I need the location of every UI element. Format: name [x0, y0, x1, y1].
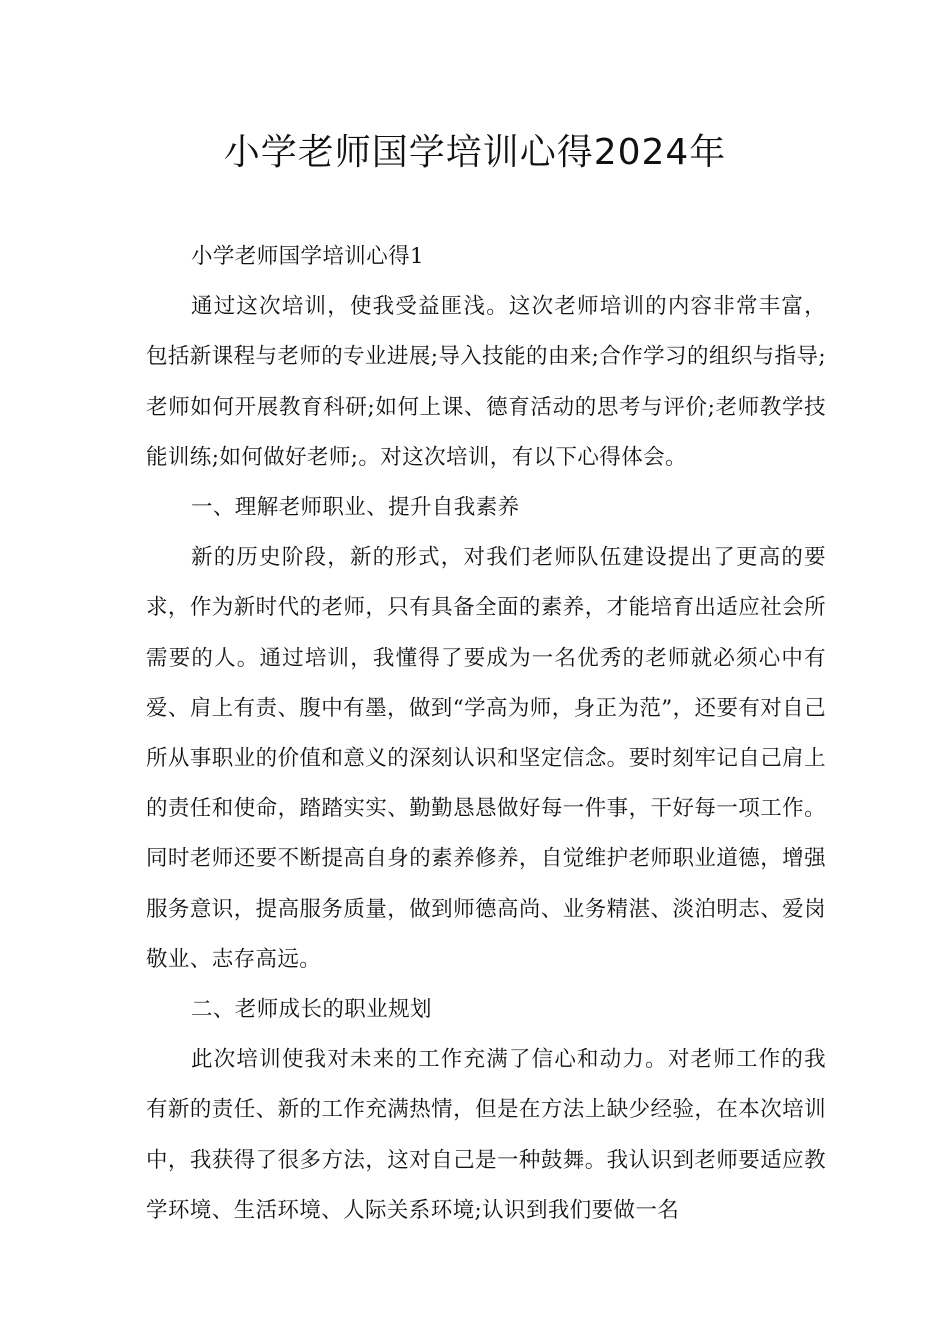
paragraph-section-1: 新的历史阶段，新的形式，对我们老师队伍建设提出了更高的要求，作为新时代的老师，只有具备全面的素养，才能培育出适应社会所需要的人。通过培训，我懂得了要成为一名优秀的老师就必须心中有爱、肩上有责、腹中有墨，做到“学高为师，身正为范”，还要有对自己所从事职业的价值和意义的深刻认识和坚定信念。要时刻牢记自己肩上的责任和使命，踏踏实实、勤勤恳恳做好每一件事，干好每一项工作。同时老师还要不断提高自身的素养修养，自觉维护老师职业道德，增强服务意识，提高服务质量，做到师德高尚、业务精湛、淡泊明志、爱岗敬业、志存高远。	[146, 545, 826, 972]
section-heading-1: 一、理解老师职业、提升自我素养	[191, 495, 520, 521]
document-title: 小学老师国学培训心得2024年	[223, 132, 727, 173]
paragraph-intro: 通过这次培训，使我受益匪浅。这次老师培训的内容非常丰富，包括新课程与老师的专业进展;导入技能的由来;合作学习的组织与指导;老师如何开展教育科研;如何上课、德育活动的思考与评价;老师教学技能训练;如何做好老师;。对这次培训，有以下心得体会。	[146, 294, 826, 470]
paragraph-section-2: 此次培训使我对未来的工作充满了信心和动力。对老师工作的我有新的责任、新的工作充满热情，但是在方法上缺少经验，在本次培训中，我获得了很多方法，这对自己是一种鼓舞。我认识到老师要适应教学环境、生活环境、人际关系环境;认识到我们要做一名	[146, 1047, 826, 1223]
document-body	[146, 232, 826, 1236]
section-heading-2: 二、老师成长的职业规划	[191, 997, 432, 1023]
subtitle: 小学老师国学培训心得1	[191, 244, 425, 269]
